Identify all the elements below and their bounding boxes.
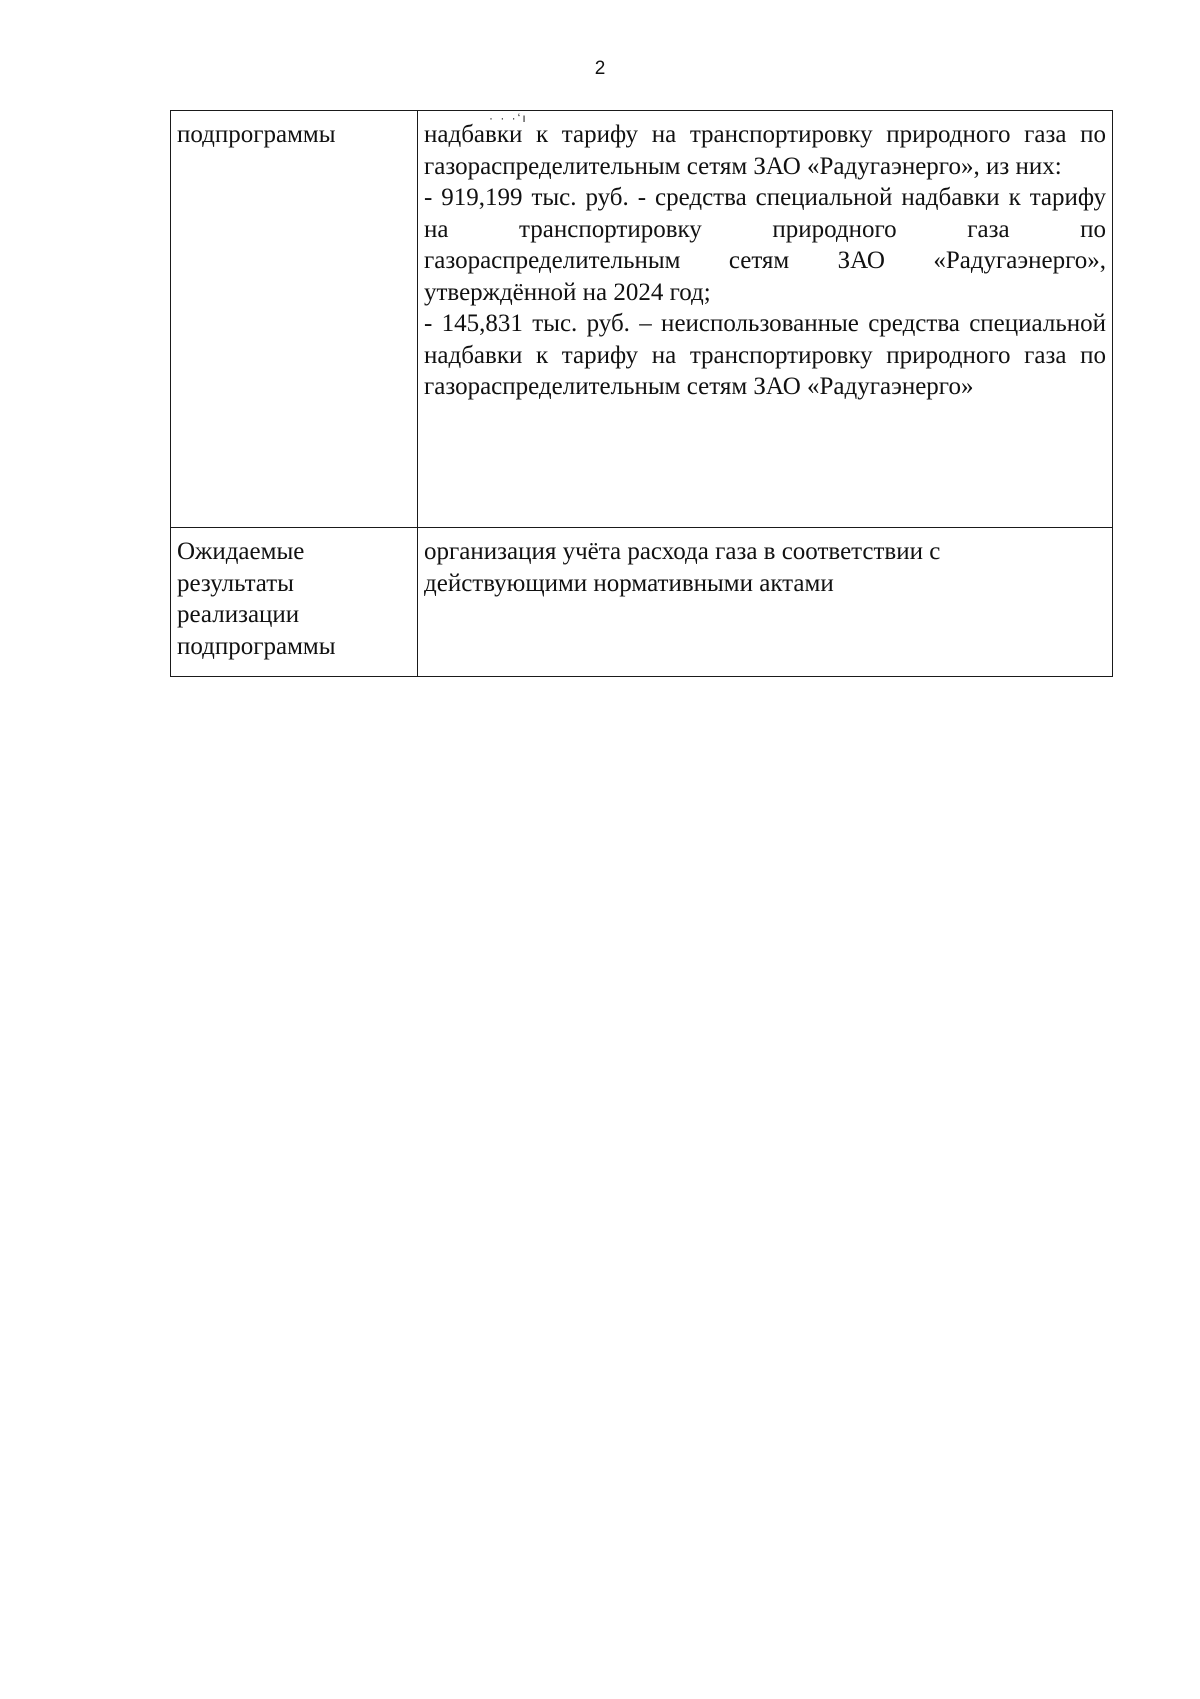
expected-result-line: организация учёта расхода газа в соответствии с (424, 538, 941, 565)
funding-paragraph: надбавки к тарифу на транспортировку природного газа по газораспределительным сетям ЗАО «Радугаэнерго», из них: (424, 121, 1106, 180)
row-label-line: реализации (177, 601, 300, 628)
table-row (171, 528, 1113, 677)
row-label-cell (171, 528, 418, 677)
row-label: подпрограммы (177, 121, 336, 148)
table-row (171, 111, 1113, 528)
funding-paragraph: - 145,831 тыс. руб. – неиспользованные средства специальной надбавки к тарифу на транспортировку природного газа по газораспределительным сетям ЗАО «Радугаэнерго» (424, 310, 1106, 400)
row-label-line: подпрограммы (177, 632, 336, 660)
row-label-cell (171, 111, 418, 528)
row-label-line: результаты (177, 569, 294, 597)
expected-result-line: действующими нормативными актами (424, 569, 834, 597)
row-value-cell (418, 528, 1113, 677)
funding-paragraph: - 919,199 тыс. руб. - средства специальной надбавки к тарифу на транспортировку природного газа по газораспределительным сетям ЗАО «Радугаэнерго», утверждённой на 2024 год; (424, 184, 1106, 306)
page-number: 2 (594, 58, 606, 79)
row-label-line: Ожидаемые (177, 538, 305, 565)
passport-table (170, 110, 1113, 677)
row-value-cell (418, 111, 1113, 528)
scan-artifact: · · ·‘ı (489, 111, 528, 125)
